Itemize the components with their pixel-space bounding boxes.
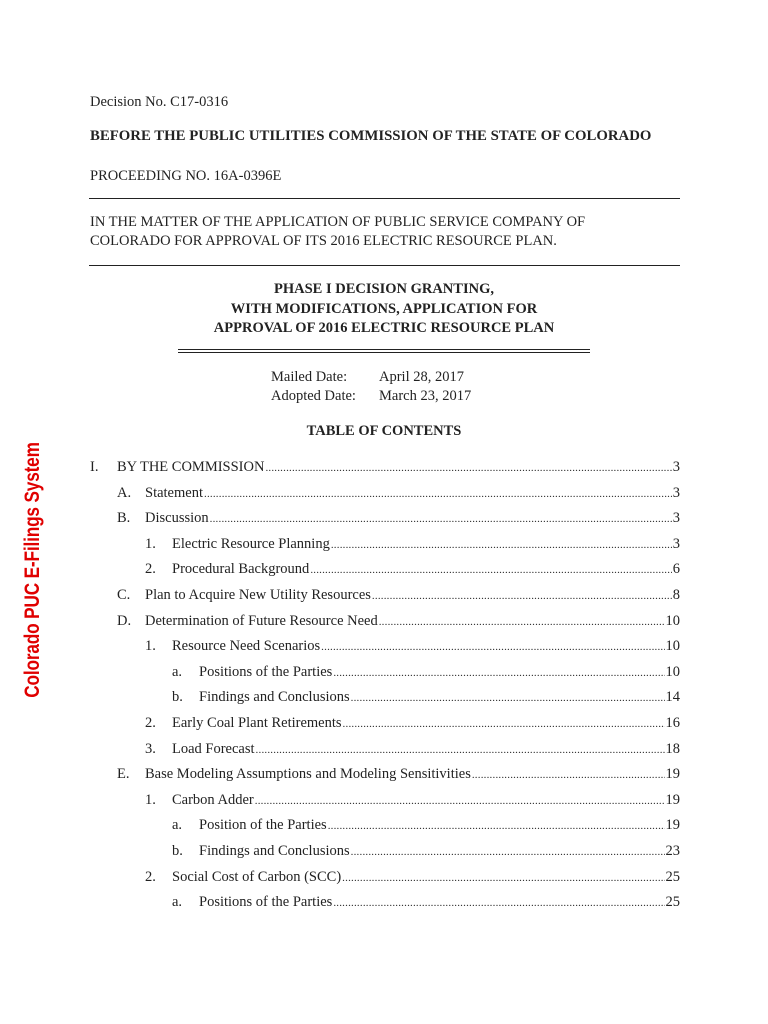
toc-entry[interactable]: [90, 586, 680, 612]
toc-entry-title: Early Coal Plant Retirements: [172, 714, 342, 731]
toc-entry-page: 19: [665, 766, 680, 783]
toc-entry[interactable]: [90, 893, 680, 919]
dates-block: [271, 368, 471, 406]
commission-title: BEFORE THE PUBLIC UTILITIES COMMISSION OF THE STATE OF COLORADO: [90, 128, 652, 144]
toc-leader-dots: [310, 560, 671, 579]
toc-entry-number: b.: [172, 689, 183, 706]
table-of-contents: [90, 458, 680, 919]
toc-entry[interactable]: [90, 842, 680, 868]
toc-leader-dots: [472, 765, 665, 784]
matter-line-2: COLORADO FOR APPROVAL OF ITS 2016 ELECTRIC RESOURCE PLAN.: [90, 233, 557, 249]
toc-entry-title: Findings and Conclusions: [199, 842, 350, 859]
toc-entry-number: 2.: [145, 868, 156, 885]
proceeding-number: PROCEEDING NO. 16A-0396E: [90, 168, 282, 184]
toc-leader-dots: [328, 816, 665, 835]
toc-leader-dots: [321, 637, 664, 656]
toc-entry-page: 8: [672, 586, 680, 603]
toc-entry-page: 3: [672, 459, 680, 475]
toc-entry-page: 10: [665, 638, 680, 655]
toc-entry-page: 3: [672, 535, 680, 552]
toc-entry-number: b.: [172, 842, 183, 859]
toc-leader-dots: [342, 868, 664, 887]
toc-entry[interactable]: [90, 663, 680, 689]
toc-entry-page: 6: [672, 561, 680, 578]
toc-entry-page: 19: [665, 817, 680, 834]
double-rule: [178, 349, 590, 353]
toc-entry[interactable]: [90, 535, 680, 561]
toc-entry-title: Base Modeling Assumptions and Modeling Sensitivities: [145, 766, 471, 783]
matter-line-1: IN THE MATTER OF THE APPLICATION OF PUBLIC SERVICE COMPANY OF: [90, 214, 586, 230]
toc-entry[interactable]: [90, 484, 680, 510]
toc-entry-title: Discussion: [145, 510, 209, 527]
toc-entry[interactable]: [90, 509, 680, 535]
toc-entry-number: 1.: [145, 535, 156, 552]
toc-entry[interactable]: [90, 637, 680, 663]
toc-entry-page: 3: [672, 510, 680, 527]
divider-middle: [89, 265, 680, 266]
toc-entry-number: 1.: [145, 791, 156, 808]
adopted-date-row: [271, 387, 471, 406]
toc-entry-page: 23: [665, 842, 680, 859]
adopted-date-label: Adopted Date:: [271, 388, 356, 404]
toc-entry[interactable]: [90, 765, 680, 791]
decision-title: [180, 280, 588, 339]
toc-entry-title: Positions of the Parties: [199, 663, 333, 680]
toc-entry-title: BY THE COMMISSION: [117, 459, 265, 475]
toc-entry[interactable]: [90, 560, 680, 586]
toc-leader-dots: [256, 740, 665, 759]
toc-entry-number: 1.: [145, 638, 156, 655]
toc-leader-dots: [333, 663, 664, 682]
toc-entry[interactable]: [90, 868, 680, 894]
divider-top: [89, 198, 680, 199]
toc-entry-number: C.: [117, 586, 131, 603]
toc-leader-dots: [255, 791, 665, 810]
toc-entry-number: A.: [117, 484, 132, 501]
toc-entry-number: 3.: [145, 740, 156, 757]
decision-title-line-2: WITH MODIFICATIONS, APPLICATION FOR: [230, 300, 538, 317]
toc-entry[interactable]: [90, 791, 680, 817]
toc-entry-title: Procedural Background: [172, 561, 310, 578]
toc-leader-dots: [204, 484, 672, 503]
toc-entry-page: 3: [672, 484, 680, 501]
toc-entry-number: D.: [117, 612, 132, 629]
toc-entry-number: a.: [172, 817, 183, 834]
decision-title-line-3: APPROVAL OF 2016 ELECTRIC RESOURCE PLAN: [213, 320, 555, 336]
toc-entry[interactable]: [90, 688, 680, 714]
toc-entry-number: a.: [172, 663, 183, 680]
toc-entry-number: 2.: [145, 714, 156, 731]
toc-entry-title: Statement: [145, 484, 203, 501]
toc-leader-dots: [351, 688, 665, 707]
toc-entry[interactable]: [90, 458, 680, 484]
toc-entry-page: 10: [665, 612, 680, 629]
toc-entry-page: 16: [665, 714, 680, 731]
toc-entry-title: Plan to Acquire New Utility Resources: [145, 586, 371, 603]
toc-entry-number: I.: [90, 459, 99, 475]
watermark: Colorado PUC E-Filings System: [21, 442, 44, 698]
decision-title-line-1: PHASE I DECISION GRANTING,: [274, 281, 494, 297]
toc-entry[interactable]: [90, 740, 680, 766]
toc-entry-title: Social Cost of Carbon (SCC): [172, 868, 342, 885]
toc-entry-title: Load Forecast: [172, 740, 255, 757]
toc-entry-page: 14: [665, 689, 680, 706]
adopted-date-value: March 23, 2017: [379, 388, 472, 404]
toc-entry-page: 19: [665, 791, 680, 808]
toc-entry-number: B.: [117, 510, 131, 527]
toc-entry[interactable]: [90, 612, 680, 638]
toc-entry-page: 25: [665, 894, 680, 911]
toc-entry-number: a.: [172, 894, 183, 911]
toc-entry-title: Resource Need Scenarios: [172, 638, 321, 655]
toc-leader-dots: [372, 586, 672, 605]
mailed-date-value: April 28, 2017: [379, 369, 464, 385]
toc-leader-dots: [331, 535, 672, 554]
mailed-date-row: [271, 368, 471, 387]
toc-leader-dots: [379, 612, 665, 631]
toc-entry[interactable]: [90, 714, 680, 740]
toc-leader-dots: [210, 509, 672, 528]
toc-leader-dots: [343, 714, 665, 733]
toc-entry-title: Carbon Adder: [172, 791, 254, 808]
toc-entry-page: 10: [665, 663, 680, 680]
mailed-date-label: Mailed Date:: [271, 369, 348, 385]
toc-entry-title: Electric Resource Planning: [172, 535, 330, 552]
decision-number: Decision No. C17-0316: [90, 94, 229, 110]
toc-entry-title: Positions of the Parties: [199, 894, 333, 911]
toc-leader-dots: [265, 458, 671, 477]
toc-entry-title: Determination of Future Resource Need: [145, 612, 378, 629]
toc-leader-dots: [351, 842, 665, 861]
toc-entry[interactable]: [90, 816, 680, 842]
toc-entry-page: 18: [665, 740, 680, 757]
toc-heading: TABLE OF CONTENTS: [306, 423, 462, 439]
toc-entry-title: Findings and Conclusions: [199, 689, 350, 706]
toc-entry-page: 25: [665, 868, 680, 885]
toc-entry-number: E.: [117, 766, 130, 783]
toc-leader-dots: [333, 893, 664, 912]
toc-entry-title: Position of the Parties: [199, 817, 327, 834]
toc-entry-number: 2.: [145, 561, 156, 578]
